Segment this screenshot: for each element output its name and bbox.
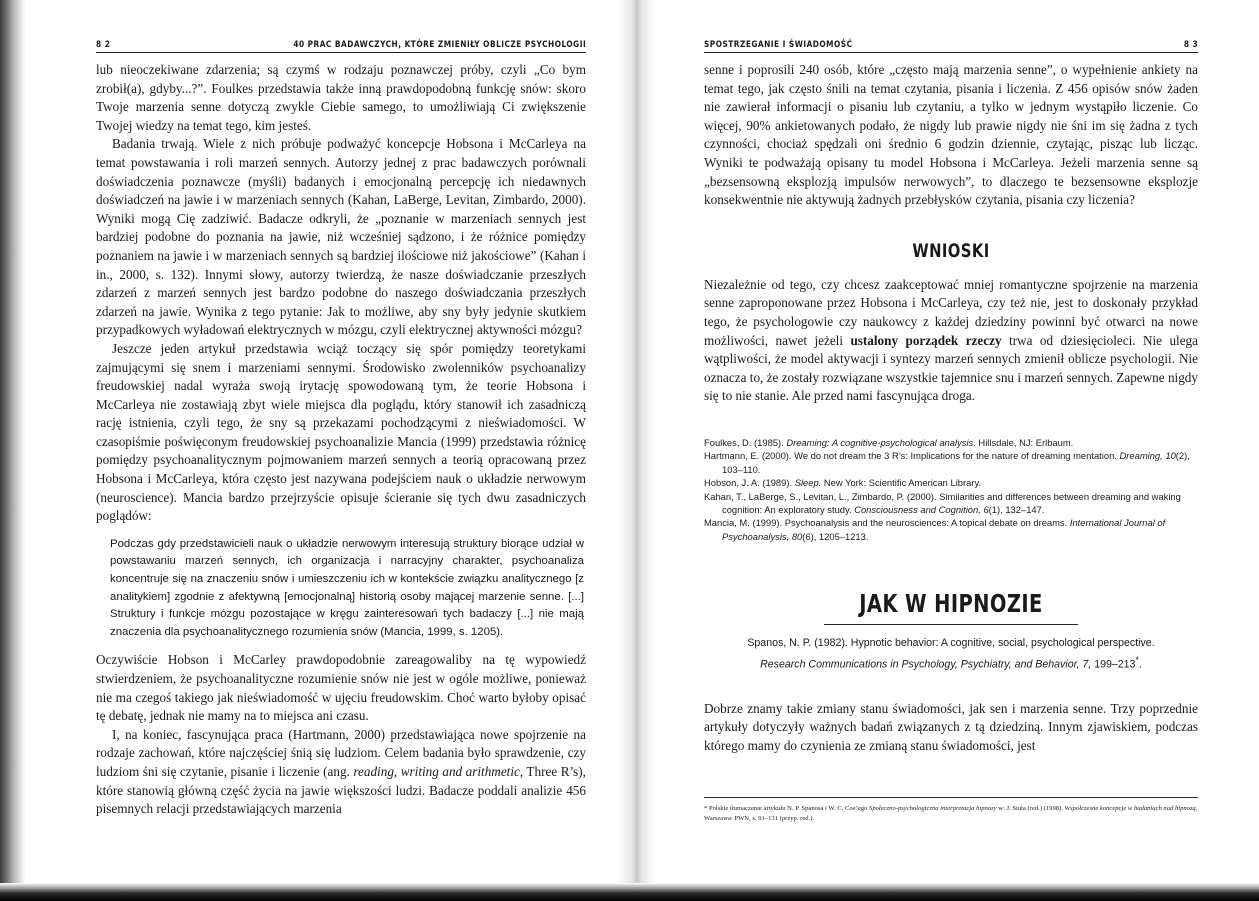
section-title-conclusions: WNIOSKI (912, 239, 990, 262)
reference-item (704, 449, 1198, 476)
right-running-head (704, 36, 1198, 50)
book-gutter (618, 0, 656, 884)
left-running-title: 40 PRAC BADAWCZYCH, KTÓRE ZMIENIŁY OBLICZE PSYCHOLOGII (293, 40, 587, 50)
reference-1-text: Foulkes, D. (1985). (704, 436, 787, 448)
left-running-head (96, 36, 586, 50)
left-paragraph-5-part-a: I, na koniec, fascynująca praca (Hartmann, 2000) przedstawiająca nowe spojrzenie na rodzaje zachowań, które najczęściej śnią się ludziom. Celem badania było sprawdzenie, czy ludziom śni się czytanie, pisanie i liczenie (ang. (96, 726, 586, 779)
reference-3-italic: Sleep. (794, 477, 822, 489)
conclusions-bold: ustalony porządek rzeczy (850, 332, 1002, 348)
footnote-italic-1: Społeczno-psychologiczna interpretacja hipnozy (869, 805, 997, 813)
reference-5-text: Mancia, M. (1999). Psychoanalysis and the neurosciences: A topical debate on dreams. (704, 517, 1070, 529)
reference-item (704, 436, 1198, 449)
left-paragraph-5 (96, 726, 586, 819)
left-head-rule (96, 52, 586, 53)
citation-end: . (1138, 658, 1142, 671)
reference-2-tail: (2), 103–110. (722, 450, 1190, 475)
reference-item (704, 476, 1198, 489)
conclusions-part-b: trwa od dziesięcioleci. Nie ulega wątpliwości, że model aktywacji i syntezy marzeń sennych zmienił oblicze psychologii. Nie oznacza to, że zostały rozwiązane wszystkie tajemnice snu i marzeń sennych. Zapewne nigdy się to nie stanie. Ale przed nami fascynująca droga. (704, 332, 1199, 404)
reference-3-text: Hobson, J. A. (1989). (704, 477, 795, 489)
citation-line-2 (704, 652, 1198, 674)
left-paragraph-1: lub nieoczekiwane zdarzenia; są czymś w rodzaju poznawczej próby, czyli „Co bym zrobił(a), gdyby...?”. Foulkes przedstawia także inną prawdopodobną funkcję snów: skoro Twoje marzenia senne dotyczą zwykle Ciebie samego, to umożliwiają Ci zwiększenie Twojej wiedzy na temat tego, kim jesteś. (96, 62, 586, 133)
right-paragraph-1: senne i poprosili 240 osób, które „często mają marzenia senne”, o wypełnienie ankiety na temat tego, jak często śnili na temat czytania, pisania i liczenia. Z 456 opisów snów żaden nie zawierał informacji o pisaniu lub czytaniu, a tylko w jednym wystąpiło liczenie. Co więcej, 90% ankietowanych podało, że nigdy lub prawie nigdy nie śni im się żadna z tych czynności, chociaż spędzali oni średnio 6 godzin dziennie, czytając, pisząc lub licząc. Wyniki te podważają opisany tu model Hobsona i McCarleya. Jeżeli marzenia senne są „bezsensowną eksplozją impulsów nerwowych”, to dlaczego te bezsensowne eksplozje konsekwentnie nie aktywują żadnych przebłysków czytania, pisania czy liczenia? (704, 62, 1198, 208)
block-quote: Podczas gdy przedstawicieli nauk o układzie nerwowym interesują struktury biorące udział w powstawaniu marzeń sennych, ich organizacja i narracyjny charakter, psychoanaliza koncentruje się na znaczeniu snów i umieszczeniu ich w kontekście związku analitycznego [z analitykiem] zgodnie z afektywną [emocjonalną] historią osoby mającej marzenie senne. [...] Struktury i funkcje mózgu pozostające w kręgu zainteresowań tych badaczy [...] nie mają znaczenia dla psychoanalitycznego rozumienia snów (Mancia, 1999, s. 1205). (110, 537, 584, 638)
left-paragraph-5-part-b: , Three R’s), które stanowią główną część życia na jawie większości ludzi. Badacze poddali analizie 456 pisemnych relacji przedstawiających marzenia (96, 763, 586, 817)
right-running-title: SPOSTRZEGANIE I ŚWIADOMOŚĆ (704, 40, 853, 50)
right-head-rule (704, 52, 1198, 53)
scan-edge-left (0, 0, 26, 901)
citation-line-1: Spanos, N. P. (1982). Hypnotic behavior: A cognitive, social, psychological perspective. (747, 637, 1155, 650)
reference-2-italic: Dreaming, 10 (1119, 450, 1176, 462)
footnote-rule (704, 797, 1198, 798)
reference-3-tail: New York: Scientific American Library. (821, 477, 982, 489)
footnote-part-a: * Polskie tłumaczenie artykułu N. P. Spanosa i W. C. Coe’ego (704, 805, 870, 813)
reference-4-italic: Consciousness and Cognition, 6 (854, 503, 989, 515)
reference-2-text: Hartmann, E. (2000). We do not dream the 3 R’s: Implications for the nature of dreaming mentation. (704, 450, 1120, 462)
citation-journal: Research Communications in Psychology, Psychiatry, and Behavior, 7, (760, 658, 1092, 671)
right-page-number: 8 3 (1183, 40, 1199, 50)
reference-item (704, 516, 1198, 543)
reference-5-italic: International Journal of Psychoanalysis, 80 (722, 517, 1166, 542)
chapter-title: JAK W HIPNOZIE (859, 589, 1043, 619)
reference-4-tail: (1), 132–147. (988, 503, 1045, 515)
reference-item (704, 490, 1198, 517)
conclusions-part-a: Niezależnie od tego, czy chcesz zaakceptować mniej romantyczne spojrzenie na marzenia senne zaproponowane przez Hobsona i McCarleya, czy też nie, jest to doskonały przykład tego, że psychologowie czy naukowcy z każdej dziedziny powinni być otwarci na nowe możliwości, nawet jeżeli (704, 276, 1198, 348)
reference-4-text: Kahan, T., LaBerge, S., Levitan, L., Zimbardo, P. (2000). Similarities and differences between dreaming and waking cognition: An exploratory study. (704, 490, 1181, 515)
right-page (704, 36, 1198, 824)
references-list (704, 436, 1198, 543)
reference-1-tail: Hillsdale, NJ: Erlbaum. (975, 436, 1074, 448)
left-paragraph-4: Oczywiście Hobson i McCarley prawdopodobnie zareagowaliby na tę wypowiedź stwierdzeniem, że psychoanalityczne rozumienie snów nie jest w ogóle możliwe, ponieważ nie ma czegoś takiego jak nieświadomość w ujęciu freudowskim. Choć warto byłoby opisać tę debatę, jednak nie mamy na to miejsca ani czasu. (96, 652, 586, 724)
footnote-part-b: w: J. Siuta (red.) (1998). (996, 805, 1065, 813)
chapter-citation (704, 635, 1198, 674)
citation-pages: 199–213 (1091, 658, 1136, 671)
left-body (96, 61, 586, 819)
conclusions-paragraph (704, 276, 1198, 406)
scan-edge-bottom (0, 883, 1259, 901)
footnote (704, 804, 1198, 824)
footnote-marker: * (1135, 655, 1139, 666)
left-paragraph-3: Jeszcze jeden artykuł przedstawia wciąż toczący się spór pomiędzy teoretykami zajmującymi się snem i marzeniami sennymi. Środowisko zwolenników psychoanalizy freudowskiej nadal wyraża swoją irytację spowodowaną tym, że teorie Hobsona i McCarleya nie zostawiają zbyt wiele miejsca dla poglądu, który stanowił ich zasadniczą rację istnienia, czyli tego, że sny są przekazami pochodzącymi z nieświadomości. W czasopiśmie poświęconym freudowskiej psychoanalizie Mancia (1999) przedstawia różnicę pomiędzy psychoanalitycznym pojmowaniem marzeń sennych a teorią opracowaną przez Hobsona i McCarleya, która często jest nazywana podejściem nauk o układzie nerwowym (neuroscience). Mancia bardzo przejrzyście opisuje ścieranie się tych dwu zasadniczych poglądów: (96, 340, 586, 524)
right-body (704, 61, 1198, 824)
left-paragraph-2: Badania trwają. Wiele z nich próbuje podważyć koncepcje Hobsona i McCarleya na temat powstawania i roli marzeń sennych. Autorzy jednej z prac badawczych porównali doświadczenia poznawcze (myśli) badanych i emocjonalną percepcję ich niedawnych doświadczeń na jawie i w marzeniach sennych (Kahan, LaBerge, Levitan, Zimbardo, 2000). Wyniki mogą Cię zadziwić. Badacze odkryli, że „poznanie w marzeniach sennych jest bardziej podobne do poznania na jawie, niż wcześniej sądzono, i że różnice pomiędzy poznaniem na jawie i w marzeniach sennych są bardziej ilościowe niż jakościowe” (Kahan i in., 2000, s. 132). Innymi słowy, autorzy twierdzą, że nasze doświadczanie przeszłych zdarzeń z marzeń sennych jest bardzo podobne do naszego doświadczania przeszłych zdarzeń na jawie. Wynika z tego pytanie: Jak to możliwe, aby sny były jedynie skutkiem przypadkowych wyładowań elektrycznych w mózgu, czyli elektrycznej aktywności mózgu? (96, 136, 586, 338)
left-paragraph-5-italic: reading, writing and arithmetic (353, 763, 520, 779)
left-page (96, 36, 586, 819)
chapter-paragraph: Dobrze znamy takie zmiany stanu świadomości, jak sen i marzenia senne. Trzy poprzednie artykuły dotyczyły ważnych badań związanych z tą dziedziną. Innym zjawiskiem, podczas którego mamy do czynienia ze zmianą stanu świadomości, jest (704, 700, 1198, 753)
footnote-italic-2: Współczesne koncepcje w badaniach nad hipnozą. (1064, 805, 1198, 813)
reference-5-tail: (6), 1205–1213. (802, 530, 869, 542)
reference-1-italic: Dreaming: A cognitive-psychological analysis. (786, 436, 976, 448)
chapter-title-rule (824, 624, 1078, 625)
left-page-number: 8 2 (96, 40, 111, 50)
footnote-part-c: Warszawa: PWN, s. 91–131 (przyp. red.). (704, 815, 815, 823)
